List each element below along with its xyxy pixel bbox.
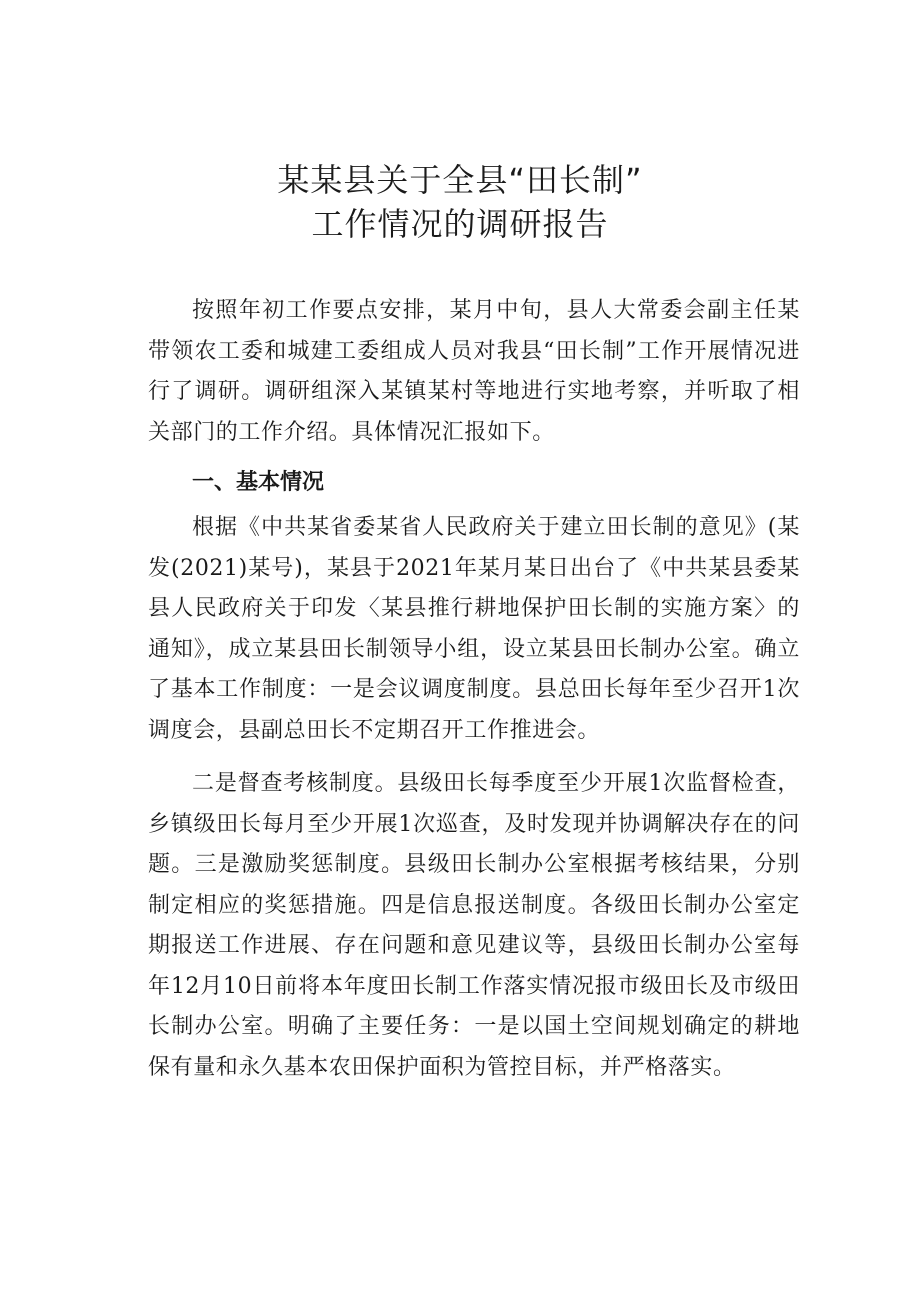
document-title-line1: 某某县关于全县“田长制” <box>277 161 643 199</box>
body-paragraph-1: 根据《中共某省委某省人民政府关于建立田长制的意见》(某发(2021)某号)，某县于2021年某月某日出台了《中共某县委某县人民政府关于印发〈某县推行耕地保护田长制的实施方案〉的通知》，成立某县田长制领导小组，设立某县田长制办公室。确立了基本工作制度：一是会议调度制度。县总田长每年至少召开1次调度会，县副总田长不定期召开工作推进会。 <box>148 515 800 743</box>
section-heading-basic-situation: 一、基本情况 <box>192 470 325 495</box>
intro-paragraph: 按照年初工作要点安排，某月中旬，县人大常委会副主任某带领农工委和城建工委组成人员对我县“田长制”工作开展情况进行了调研。调研组深入某镇某村等地进行实地考察，并听取了相关部门的工作介绍。具体情况汇报如下。 <box>148 298 800 445</box>
body-paragraph-2: 二是督查考核制度。县级田长每季度至少开展1次监督检查，乡镇级田长每月至少开展1次巡查，及时发现并协调解决存在的问题。三是激励奖惩制度。县级田长制办公室根据考核结果，分别制定相应的奖惩措施。四是信息报送制度。各级田长制办公室定期报送工作进展、存在问题和意见建议等，县级田长制办公室每年12月10日前将本年度田长制工作落实情况报市级田长及市级田长制办公室。明确了主要任务：一是以国土空间规划确定的耕地保有量和永久基本农田保护面积为管控目标，并严格落实。 <box>148 771 800 1080</box>
document-title-line2: 工作情况的调研报告 <box>311 205 609 243</box>
